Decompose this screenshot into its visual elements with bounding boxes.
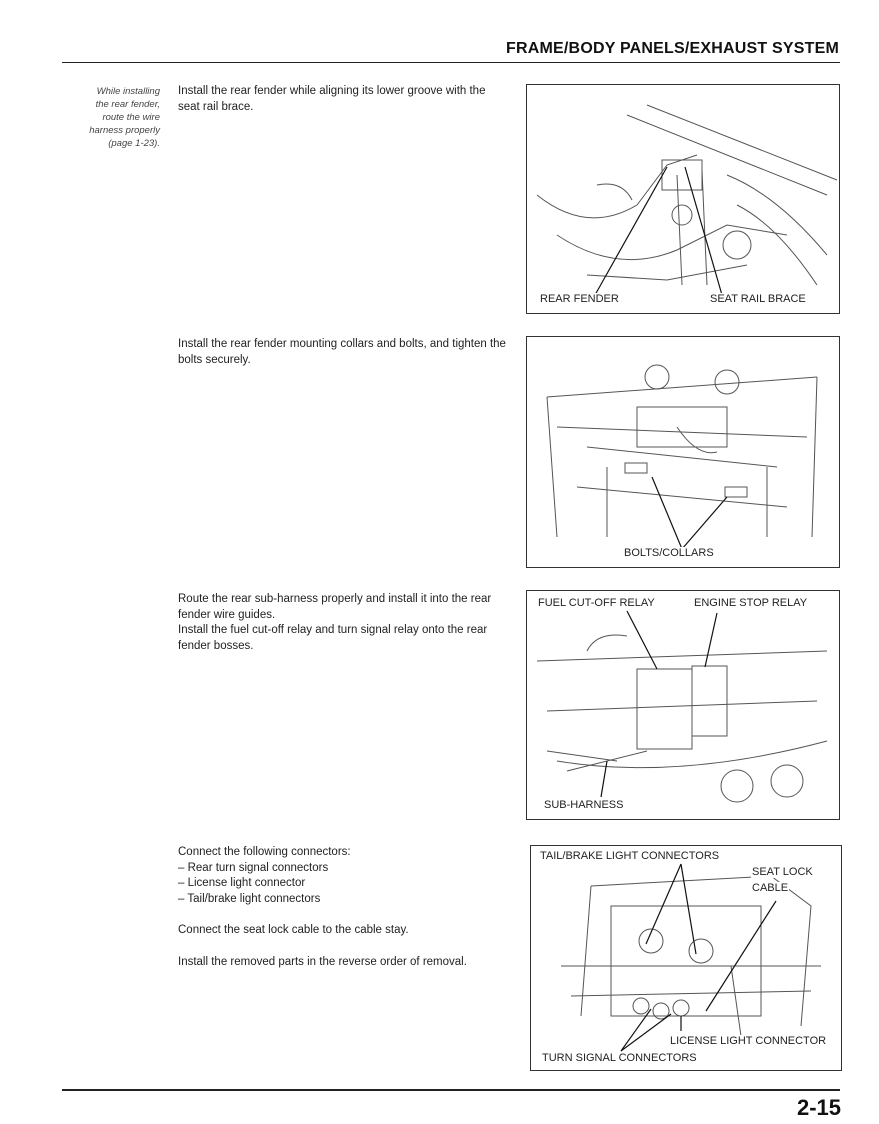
label-turn-signal-connectors: TURN SIGNAL CONNECTORS xyxy=(542,1052,697,1064)
step-3-text xyxy=(178,592,510,654)
figure-relays xyxy=(526,590,840,820)
page-number: 2-15 xyxy=(796,1095,841,1120)
label-seat-lock: SEAT LOCK xyxy=(752,866,813,878)
step-1-paragraph: Install the rear fender while aligning its lower groove with the seat rail brace. xyxy=(178,85,486,113)
label-bolts-collars: BOLTS/COLLARS xyxy=(624,547,714,559)
bolts-collars-illustration xyxy=(527,337,839,567)
side-note-line: harness properly xyxy=(89,125,160,136)
step-3-line: Install the fuel cut-off relay and turn signal relay onto the rear fender bosses. xyxy=(178,624,488,652)
step-4-reassembly: Install the removed parts in the reverse order of removal. xyxy=(178,955,467,968)
section-title: FRAME/BODY PANELS/EXHAUST SYSTEM xyxy=(506,40,839,57)
step-3-line: Route the rear sub-harness properly and install it into the rear fender wire guides. xyxy=(178,593,492,621)
side-note-line: While installing xyxy=(96,86,160,97)
figure-connectors xyxy=(530,845,842,1071)
connector-list-item: – Tail/brake light connectors xyxy=(178,892,510,908)
step-2-paragraph: Install the rear fender mounting collars and bolts, and tighten the bolts securely. xyxy=(178,338,506,366)
step-4-text xyxy=(178,845,510,970)
side-note-line: the rear fender, xyxy=(95,99,160,110)
label-cable: CABLE xyxy=(752,882,789,894)
label-tail-brake-light-connectors: TAIL/BRAKE LIGHT CONNECTORS xyxy=(540,850,720,862)
label-sub-harness: SUB-HARNESS xyxy=(544,799,624,811)
header-divider xyxy=(62,62,840,63)
step-1-text xyxy=(178,84,510,115)
side-note-line: (page 1-23). xyxy=(108,138,160,149)
footer-divider xyxy=(62,1089,840,1091)
rear-fender-illustration xyxy=(527,85,839,313)
step-4-seat-lock: Connect the seat lock cable to the cable stay. xyxy=(178,924,409,936)
relays-illustration xyxy=(527,591,839,819)
connector-list xyxy=(178,861,510,908)
side-note xyxy=(64,85,160,150)
label-license-light-connector: LICENSE LIGHT CONNECTOR xyxy=(670,1035,827,1047)
figure-rear-fender xyxy=(526,84,840,314)
label-rear-fender: REAR FENDER xyxy=(540,293,619,305)
step-2-text xyxy=(178,337,510,368)
label-engine-stop-relay: ENGINE STOP RELAY xyxy=(694,597,808,609)
side-note-line: route the wire xyxy=(102,112,160,123)
label-seat-rail-brace: SEAT RAIL BRACE xyxy=(710,293,806,305)
connector-list-item: – Rear turn signal connectors xyxy=(178,861,510,877)
step-4-intro: Connect the following connectors: xyxy=(178,846,351,858)
label-fuel-cut-off-relay: FUEL CUT-OFF RELAY xyxy=(538,597,655,609)
connector-list-item: – License light connector xyxy=(178,876,510,892)
figure-bolts-collars xyxy=(526,336,840,568)
